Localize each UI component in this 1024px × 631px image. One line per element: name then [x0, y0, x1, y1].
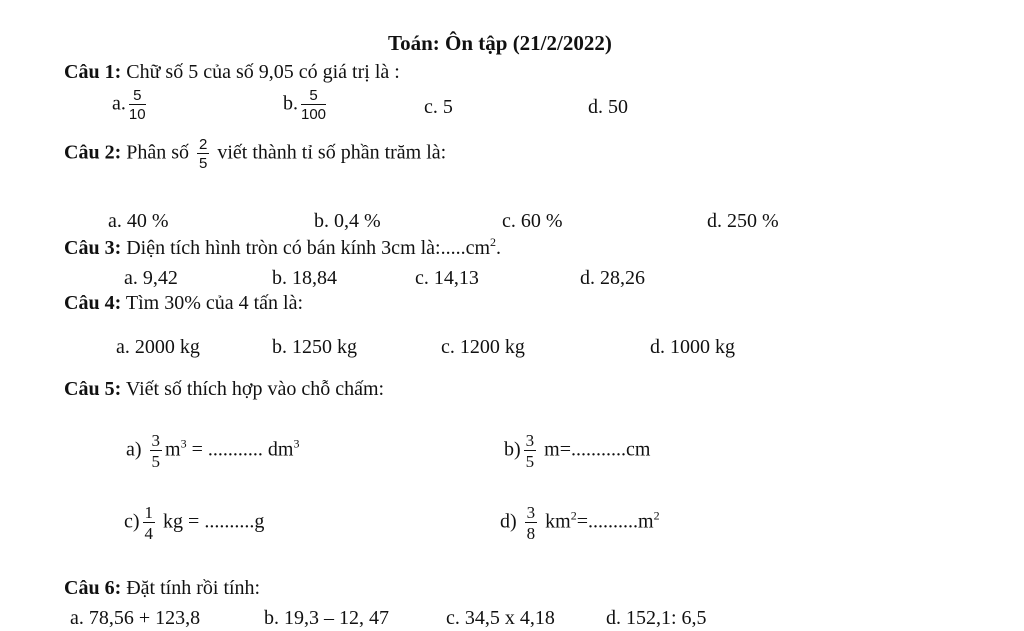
- question-5-part-b: [504, 432, 650, 470]
- question-5-part-c: [124, 504, 264, 542]
- superscript: 2: [570, 508, 577, 523]
- fraction: $\frac{3}{8}$: [526, 503, 536, 543]
- question-2: [64, 137, 446, 171]
- question-4-option-a: a. 2000 kg: [116, 336, 200, 358]
- question-3: [64, 235, 502, 259]
- question-1-option-a: [112, 88, 149, 122]
- fraction: $\frac{5}{10}$: [128, 87, 146, 123]
- page-title: Toán: Ôn tập (21/2/2022): [388, 31, 612, 55]
- question-3-option-b: b. 18,84: [272, 267, 337, 289]
- question-4-option-b: b. 1250 kg: [272, 336, 357, 358]
- question-4-label: Câu 4:: [64, 292, 122, 314]
- fraction: $\frac{5}{100}$: [301, 87, 327, 123]
- superscript: 2: [653, 508, 660, 523]
- question-5: [64, 379, 384, 399]
- question-3-option-c: c. 14,13: [415, 267, 479, 289]
- blank-text: m=...........cm: [539, 438, 651, 461]
- question-1-text: Chữ số 5 của số 9,05 có giá trị là :: [121, 61, 400, 83]
- question-5-text: Viết số thích hợp vào chỗ chấm:: [121, 378, 385, 400]
- unit: km: [540, 510, 571, 533]
- question-2-option-c: c. 60 %: [502, 210, 563, 232]
- question-1-label: Câu 1:: [64, 61, 122, 83]
- question-2-label: Câu 2:: [64, 141, 122, 164]
- blank-text: kg = ..........g: [158, 510, 265, 533]
- superscript: 3: [180, 436, 187, 451]
- blank-text: =..........m: [576, 510, 654, 533]
- question-6-option-d: d. 152,1: 6,5: [606, 607, 707, 629]
- question-3-label: Câu 3:: [64, 237, 122, 259]
- part-prefix: c): [124, 510, 140, 533]
- superscript: 3: [293, 436, 300, 451]
- question-6-text: Đặt tính rồi tính:: [121, 577, 261, 599]
- question-5-label: Câu 5:: [64, 378, 122, 400]
- part-prefix: a): [126, 438, 142, 461]
- option-prefix: a.: [112, 92, 126, 115]
- fraction: $\frac{3}{5}$: [525, 431, 535, 471]
- question-1-option-b: [283, 88, 329, 122]
- question-4: [64, 293, 303, 313]
- question-6-label: Câu 6:: [64, 577, 122, 599]
- question-2-option-b: b. 0,4 %: [314, 210, 381, 232]
- question-2-text-before: Phân số: [121, 141, 190, 164]
- fraction: $\frac{2}{5}$: [199, 136, 208, 172]
- question-4-option-d: d. 1000 kg: [650, 336, 735, 358]
- part-prefix: b): [504, 438, 521, 461]
- question-6: [64, 578, 260, 598]
- question-6-option-c: c. 34,5 x 4,18: [446, 607, 555, 629]
- question-1-option-c: c. 5: [424, 96, 453, 118]
- fraction: $\frac{3}{5}$: [151, 431, 161, 471]
- question-1-option-d: d. 50: [588, 96, 628, 118]
- part-prefix: d): [500, 510, 517, 533]
- question-3-text: Diện tích hình tròn có bán kính 3cm là:.....cm: [121, 237, 491, 259]
- question-6-option-a: a. 78,56 + 123,8: [70, 607, 201, 629]
- option-prefix: b.: [283, 92, 298, 115]
- question-2-option-d: d. 250 %: [707, 210, 779, 232]
- question-4-option-c: c. 1200 kg: [441, 336, 525, 358]
- question-1: [64, 62, 400, 82]
- question-4-text: Tìm 30% của 4 tấn là:: [121, 292, 304, 314]
- top-edge: [0, 0, 1024, 2]
- blank-text: = ........... dm: [186, 438, 294, 461]
- question-3-option-a: a. 9,42: [124, 267, 178, 289]
- question-2-text-after: viết thành tỉ số phần trăm là:: [217, 141, 447, 164]
- question-5-part-d: [500, 504, 660, 542]
- question-5-part-a: [126, 432, 299, 470]
- question-3-option-d: d. 28,26: [580, 267, 645, 289]
- question-2-option-a: a. 40 %: [108, 210, 169, 232]
- unit: m: [165, 438, 181, 461]
- fraction: $\frac{1}{4}$: [144, 503, 154, 543]
- superscript: 2: [490, 235, 497, 249]
- question-6-option-b: b. 19,3 – 12, 47: [264, 607, 389, 629]
- question-3-end: .: [496, 237, 502, 259]
